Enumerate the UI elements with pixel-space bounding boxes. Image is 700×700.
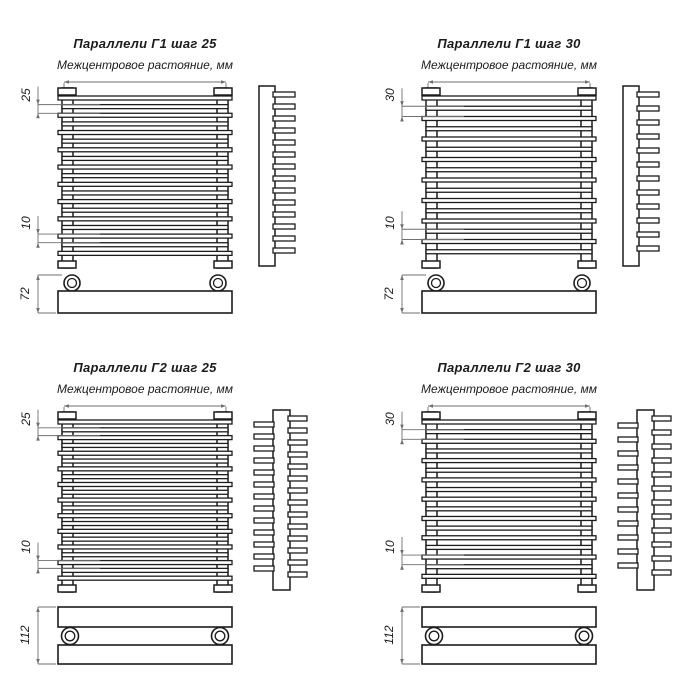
collector-body — [58, 607, 232, 627]
tube — [422, 574, 596, 578]
tube — [58, 498, 232, 502]
side-tube-end — [652, 486, 671, 491]
tube — [58, 436, 232, 440]
mounting-tab — [422, 88, 440, 95]
side-tube-end — [254, 470, 274, 475]
mounting-tab — [578, 585, 596, 592]
dimension-gap-label: 10 — [19, 216, 33, 230]
tube — [58, 217, 232, 221]
dimension-gap-label: 10 — [383, 540, 397, 554]
tube — [426, 127, 592, 131]
tube — [426, 565, 592, 569]
tube — [62, 225, 228, 229]
dimension-depth-label: 112 — [18, 625, 32, 645]
side-tube-end — [637, 190, 659, 195]
tube — [426, 430, 592, 434]
side-tube-end — [637, 120, 659, 125]
side-tube-end — [652, 500, 671, 505]
side-tube-end — [254, 458, 274, 463]
tube — [58, 131, 232, 135]
tube — [426, 488, 592, 492]
tube — [422, 478, 596, 482]
side-tube-end — [652, 416, 671, 421]
side-tube-end — [637, 134, 659, 139]
dimension-arrow — [36, 229, 40, 234]
drawing-subtitle: Межцентровое растояние, мм — [57, 382, 233, 396]
side-tube-end — [637, 106, 659, 111]
collector-pipe-circle — [579, 631, 589, 641]
side-tube-end — [618, 563, 638, 568]
mounting-tab — [214, 412, 232, 419]
tube — [58, 420, 232, 424]
mounting-tab — [58, 88, 76, 95]
side-tube-end — [288, 560, 307, 565]
dimension-arrow — [400, 101, 404, 106]
mounting-tab — [214, 261, 232, 268]
drawing-subtitle: Межцентровое растояние, мм — [421, 58, 597, 72]
side-tube-end — [637, 92, 659, 97]
side-tube-end — [273, 128, 295, 133]
mounting-tab — [214, 88, 232, 95]
side-tube-end — [652, 570, 671, 575]
tube — [422, 96, 596, 100]
collector-body — [422, 645, 596, 664]
side-tube-end — [637, 232, 659, 237]
tube — [58, 182, 232, 186]
tube — [422, 137, 596, 141]
side-tube-end — [618, 535, 638, 540]
side-tube-end — [288, 500, 307, 505]
tube — [422, 497, 596, 501]
side-tube-end — [288, 476, 307, 481]
side-tube-end — [273, 200, 295, 205]
collector-body — [422, 291, 596, 313]
tube — [62, 156, 228, 160]
mounting-tab — [422, 261, 440, 268]
side-tube-end — [288, 428, 307, 433]
side-tube-end — [273, 176, 295, 181]
tube — [422, 158, 596, 162]
side-tube-end — [288, 524, 307, 529]
collector-pipe-circle — [65, 631, 75, 641]
dimension-step-label: 25 — [19, 88, 33, 102]
collector-body — [422, 607, 596, 627]
tube — [426, 106, 592, 110]
collector-pipe-circle — [68, 279, 77, 288]
tube — [422, 516, 596, 520]
side-tube-end — [637, 148, 659, 153]
side-tube-end — [273, 236, 295, 241]
side-tube-end — [288, 572, 307, 577]
tube — [62, 475, 228, 479]
side-tube-end — [288, 536, 307, 541]
side-tube-end — [652, 514, 671, 519]
tube — [58, 113, 232, 117]
dimension-arrow — [400, 308, 404, 313]
dimension-depth-label: 72 — [18, 287, 32, 301]
side-tube-end — [652, 542, 671, 547]
collector-body — [58, 291, 232, 313]
drawing-subtitle: Межцентровое растояние, мм — [57, 58, 233, 72]
mounting-tab — [58, 412, 76, 419]
drawing-g1-step25 — [36, 80, 295, 313]
tube — [62, 443, 228, 447]
tube — [62, 506, 228, 510]
tube — [422, 555, 596, 559]
tube — [58, 200, 232, 204]
dimension-arrow — [36, 659, 40, 664]
side-tube-end — [652, 444, 671, 449]
tube — [58, 514, 232, 518]
tube — [426, 147, 592, 151]
tube — [422, 240, 596, 244]
side-tube-end — [652, 430, 671, 435]
dimension-arrow — [36, 423, 40, 428]
dimension-step-label: 25 — [19, 412, 33, 426]
tube — [426, 168, 592, 172]
tube — [62, 139, 228, 143]
side-tube-end — [618, 493, 638, 498]
side-tube-end — [288, 488, 307, 493]
tube — [422, 420, 596, 424]
side-tube-end — [254, 422, 274, 427]
mounting-tab — [422, 412, 440, 419]
tube — [426, 188, 592, 192]
side-tube-end — [288, 512, 307, 517]
collector-pipe-circle — [578, 279, 587, 288]
tube — [62, 174, 228, 178]
dimension-arrow — [36, 568, 40, 573]
tube — [62, 243, 228, 247]
dimension-arrow — [36, 243, 40, 248]
dimension-arrow — [400, 565, 404, 570]
side-tube-end — [637, 218, 659, 223]
dimension-arrow — [585, 404, 590, 408]
tube — [426, 526, 592, 530]
dimension-arrow — [428, 80, 433, 84]
dimension-step-label: 30 — [383, 88, 397, 102]
side-tube-end — [254, 482, 274, 487]
dimension-arrow — [36, 113, 40, 118]
tube — [426, 449, 592, 453]
tube — [426, 250, 592, 254]
tube — [58, 251, 232, 255]
dimension-arrow — [400, 425, 404, 430]
tube — [62, 459, 228, 463]
tube — [62, 553, 228, 557]
dimension-arrow — [428, 404, 433, 408]
tube — [62, 208, 228, 212]
side-tube-end — [618, 437, 638, 442]
side-tube-end — [273, 188, 295, 193]
dimension-arrow — [36, 100, 40, 105]
tube — [62, 428, 228, 432]
drawing-g2-step25 — [36, 404, 307, 664]
dimension-arrow — [400, 439, 404, 444]
tube — [62, 122, 228, 126]
tube — [426, 209, 592, 213]
dimension-gap-label: 10 — [383, 216, 397, 230]
drawing-title: Параллели Г2 шаг 30 — [437, 360, 581, 375]
side-tube-end — [254, 506, 274, 511]
tube — [62, 490, 228, 494]
dimension-arrow — [64, 80, 69, 84]
dimension-arrow — [400, 117, 404, 122]
tube — [426, 507, 592, 511]
tube — [62, 522, 228, 526]
tube — [422, 199, 596, 203]
side-tube-end — [618, 423, 638, 428]
tube — [62, 568, 228, 572]
side-tube-end — [254, 530, 274, 535]
side-tube-end — [652, 556, 671, 561]
tube — [426, 229, 592, 233]
dimension-gap-label: 10 — [19, 540, 33, 554]
tube — [58, 545, 232, 549]
dimension-arrow — [64, 404, 69, 408]
collector-body — [58, 645, 232, 664]
mounting-tab — [58, 585, 76, 592]
side-tube-end — [254, 566, 274, 571]
side-tube-end — [652, 472, 671, 477]
drawing-title: Параллели Г2 шаг 25 — [73, 360, 217, 375]
tube — [58, 234, 232, 238]
side-tube-end — [288, 416, 307, 421]
side-tube-end — [618, 521, 638, 526]
side-tube-end — [652, 458, 671, 463]
mounting-tab — [422, 585, 440, 592]
side-tube-end — [288, 440, 307, 445]
dimension-arrow — [400, 607, 404, 612]
tube — [426, 468, 592, 472]
dimension-depth-label: 72 — [382, 287, 396, 301]
dimension-arrow — [400, 275, 404, 280]
side-tube-end — [254, 494, 274, 499]
side-tube-end — [254, 554, 274, 559]
side-tube-end — [652, 528, 671, 533]
side-tube-end — [618, 451, 638, 456]
tube — [422, 178, 596, 182]
drawing-title: Параллели Г1 шаг 25 — [73, 36, 217, 51]
tube — [58, 561, 232, 565]
tube — [422, 459, 596, 463]
tube — [58, 482, 232, 486]
tube — [422, 536, 596, 540]
side-tube-end — [618, 479, 638, 484]
tube — [58, 96, 232, 100]
dimension-arrow — [36, 556, 40, 561]
dimension-arrow — [400, 240, 404, 245]
side-tube-end — [254, 518, 274, 523]
dimension-depth-label: 112 — [382, 625, 396, 645]
dimension-arrow — [400, 224, 404, 229]
tube — [58, 576, 232, 580]
collector-pipe-circle — [214, 279, 223, 288]
dimension-arrow — [36, 436, 40, 441]
side-tube-end — [288, 548, 307, 553]
side-tube-end — [273, 224, 295, 229]
side-tube-end — [288, 464, 307, 469]
side-tube-end — [637, 162, 659, 167]
tube — [62, 105, 228, 109]
tube — [58, 467, 232, 471]
side-tube-end — [273, 116, 295, 121]
dimension-arrow — [400, 550, 404, 555]
side-tube-end — [273, 212, 295, 217]
side-tube-end — [273, 248, 295, 253]
drawing-subtitle: Межцентровое растояние, мм — [421, 382, 597, 396]
mounting-tab — [578, 88, 596, 95]
tube — [58, 529, 232, 533]
dimension-step-label: 30 — [383, 412, 397, 426]
side-tube-end — [273, 164, 295, 169]
side-tube-end — [618, 465, 638, 470]
side-tube-end — [618, 507, 638, 512]
side-tube-end — [273, 92, 295, 97]
collector-pipe-circle — [215, 631, 225, 641]
tube — [62, 191, 228, 195]
drawing-g1-step30 — [400, 80, 659, 313]
tube — [422, 439, 596, 443]
collector-pipe-circle — [432, 279, 441, 288]
drawing-g2-step30 — [400, 404, 671, 664]
side-tube-end — [273, 140, 295, 145]
tube — [58, 148, 232, 152]
side-tube-end — [637, 246, 659, 251]
tube — [422, 117, 596, 121]
tube — [62, 537, 228, 541]
mounting-tab — [58, 261, 76, 268]
mounting-tab — [214, 585, 232, 592]
mounting-tab — [578, 261, 596, 268]
collector-pipe-circle — [429, 631, 439, 641]
side-tube-end — [288, 452, 307, 457]
dimension-arrow — [400, 659, 404, 664]
side-tube-end — [637, 204, 659, 209]
side-tube-end — [637, 176, 659, 181]
dimension-arrow — [585, 80, 590, 84]
dimension-arrow — [36, 308, 40, 313]
mounting-tab — [578, 412, 596, 419]
tube — [58, 165, 232, 169]
tube — [58, 451, 232, 455]
side-tube-end — [254, 542, 274, 547]
tube — [422, 219, 596, 223]
side-tube-end — [254, 446, 274, 451]
dimension-arrow — [36, 607, 40, 612]
dimension-arrow — [221, 404, 226, 408]
side-tube-end — [273, 152, 295, 157]
dimension-arrow — [221, 80, 226, 84]
side-tube-end — [254, 434, 274, 439]
tube — [426, 545, 592, 549]
side-tube-end — [273, 104, 295, 109]
drawing-title: Параллели Г1 шаг 30 — [437, 36, 581, 51]
side-tube-end — [618, 549, 638, 554]
dimension-arrow — [36, 275, 40, 280]
